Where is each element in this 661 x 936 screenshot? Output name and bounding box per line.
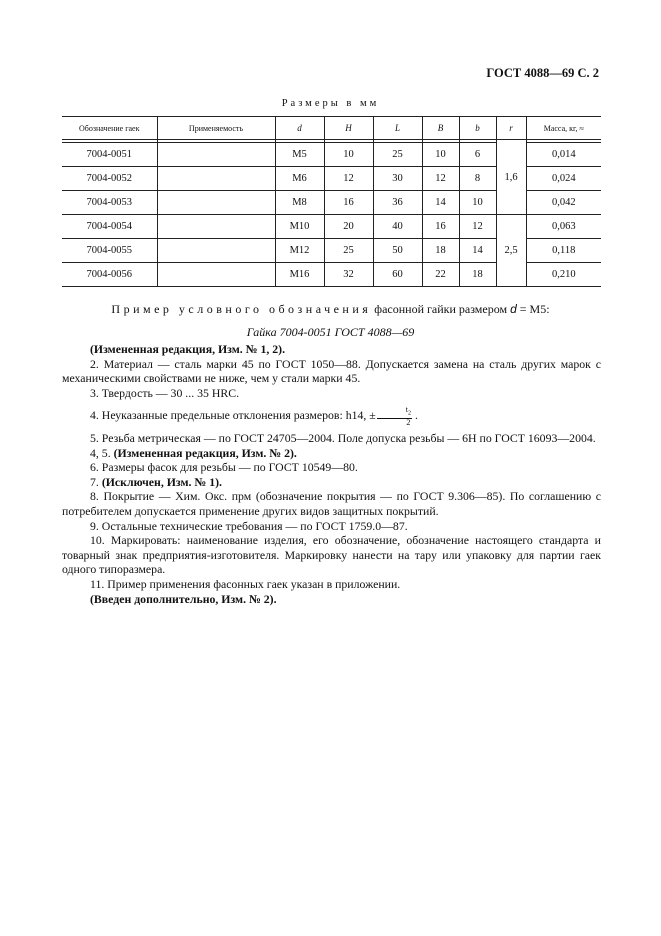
table-cell: M16 xyxy=(275,263,324,287)
table-cell: M12 xyxy=(275,239,324,263)
table-cell: 7004-0053 xyxy=(62,191,157,215)
table-cell: 7004-0056 xyxy=(62,263,157,287)
table-cell: 12 xyxy=(324,167,373,191)
table-cell: 32 xyxy=(324,263,373,287)
table-cell: 14 xyxy=(422,191,459,215)
excluded-number: 7. xyxy=(90,474,99,489)
tolerance-text: 4. Неуказанные предельные отклонения размеров: h14, ± xyxy=(90,408,376,423)
table-cell: 20 xyxy=(324,215,373,239)
table-cell xyxy=(157,239,275,263)
table-cell: 6 xyxy=(459,143,496,167)
table-cell: 36 xyxy=(373,191,422,215)
table-cell: 10 xyxy=(324,143,373,167)
table-cell: 0,014 xyxy=(526,143,601,167)
table-cell xyxy=(157,167,275,191)
table-cell: 7004-0052 xyxy=(62,167,157,191)
revision-45-number: 4, 5. xyxy=(90,445,111,460)
table-cell: 14 xyxy=(459,239,496,263)
tolerance-fraction xyxy=(377,406,412,427)
table-cell: 18 xyxy=(459,263,496,287)
table-cell: 22 xyxy=(422,263,459,287)
table-cell: M6 xyxy=(275,167,324,191)
col-header-b: b xyxy=(459,117,496,140)
table-cell: 16 xyxy=(422,215,459,239)
fraction-subscript: 2 xyxy=(408,410,411,417)
item-hardness: 3. Твердость — 30 ... 35 HRC. xyxy=(90,385,240,400)
requirements-text xyxy=(62,342,601,606)
designation-spaced: Пример условного обозначения xyxy=(111,302,372,316)
fraction-numerator: t xyxy=(405,405,408,415)
tolerance-end: . xyxy=(412,408,418,423)
revision-note: (Измененная редакция, Изм. № 1, 2). xyxy=(90,342,286,356)
table-cell xyxy=(157,215,275,239)
table-cell: 0,042 xyxy=(526,191,601,215)
item-application-example: 11. Пример применения фасонных гаек указан в приложении. xyxy=(90,576,401,591)
table-cell: 60 xyxy=(373,263,422,287)
table-cell: 25 xyxy=(373,143,422,167)
item-coating: 8. Покрытие — Хим. Окс. прм (обозначение покрытия — по ГОСТ 9.306—85). По соглашению с потребителем допускается применение других видов защитных покрытий. xyxy=(62,489,601,518)
table-cell: 0,118 xyxy=(526,239,601,263)
table-cell: 7004-0054 xyxy=(62,215,157,239)
designation-example: Гайка 7004-0051 ГОСТ 4088—69 xyxy=(246,325,415,339)
designation-text: фасонной гайки размером xyxy=(374,302,508,316)
table-caption: Размеры в мм xyxy=(281,98,380,109)
table-cell: M10 xyxy=(275,215,324,239)
col-header-B: B xyxy=(422,117,459,140)
table-row xyxy=(62,215,601,239)
table-cell: 18 xyxy=(422,239,459,263)
table-cell xyxy=(157,143,275,167)
table-cell: 40 xyxy=(373,215,422,239)
table-cell: 10 xyxy=(422,143,459,167)
item-excluded xyxy=(62,475,601,490)
page-header: ГОСТ 4088—69 С. 2 xyxy=(486,66,599,80)
item-marking: 10. Маркировать: наименование изделия, его обозначение, обозначение настоящего стандарта и товарный знак предприятия-изготовителя. Маркировку нанести на тару или упаковку для партии гаек одного типоразмера. xyxy=(62,533,601,577)
item-other-requirements: 9. Остальные технические требования — по ГОСТ 1759.0—87. xyxy=(90,518,408,533)
table-cell: 10 xyxy=(459,191,496,215)
table-cell: 0,063 xyxy=(526,215,601,239)
col-header-application: Применяемость xyxy=(157,117,275,140)
excluded-note: (Исключен, Изм. № 1). xyxy=(101,474,222,489)
table-cell: 0,210 xyxy=(526,263,601,287)
revision-45-note: (Измененная редакция, Изм. № 2). xyxy=(113,445,297,460)
table-header-row xyxy=(62,117,601,140)
table-cell: 25 xyxy=(324,239,373,263)
table-cell: 16 xyxy=(324,191,373,215)
table-cell: M8 xyxy=(275,191,324,215)
table-cell: 12 xyxy=(459,215,496,239)
table-cell: 8 xyxy=(459,167,496,191)
col-header-mass: Масса, кг, ≈ xyxy=(526,117,601,140)
table-cell: 7004-0051 xyxy=(62,143,157,167)
col-header-d: d xyxy=(275,117,324,140)
col-header-designation: Обозначение гаек xyxy=(62,117,157,140)
table-cell: 12 xyxy=(422,167,459,191)
table-cell: M5 xyxy=(275,143,324,167)
item-chamfers: 6. Размеры фасок для резьбы — по ГОСТ 10549—80. xyxy=(90,460,358,475)
table-cell: 7004-0055 xyxy=(62,239,157,263)
table-cell xyxy=(157,263,275,287)
designation-line xyxy=(0,302,661,317)
col-header-H: H xyxy=(324,117,373,140)
table-cell-r: 1,6 xyxy=(496,140,526,215)
table-cell: 30 xyxy=(373,167,422,191)
item-material: 2. Материал — сталь марки 45 по ГОСТ 1050—88. Допускается замена на сталь других марок с механическими свойствами не ниже, чем у стали марки 45. xyxy=(62,356,601,386)
item-thread: 5. Резьба метрическая — по ГОСТ 24705—2004. Поле допуска резьбы — 6H по ГОСТ 16093—2004. xyxy=(90,430,596,445)
item-tolerances xyxy=(62,406,601,427)
designation-var: d xyxy=(510,302,517,316)
table-cell: 50 xyxy=(373,239,422,263)
table-cell: 0,024 xyxy=(526,167,601,191)
table-cell-r: 2,5 xyxy=(496,215,526,287)
table-cell xyxy=(157,191,275,215)
designation-value: = M5: xyxy=(519,302,550,316)
addition-note: (Введен дополнительно, Изм. № 2). xyxy=(90,591,277,606)
item-revision-45 xyxy=(62,446,601,461)
col-header-r: r xyxy=(496,117,526,140)
dimensions-table xyxy=(62,116,601,287)
fraction-denominator: 2 xyxy=(406,417,411,427)
col-header-L: L xyxy=(373,117,422,140)
